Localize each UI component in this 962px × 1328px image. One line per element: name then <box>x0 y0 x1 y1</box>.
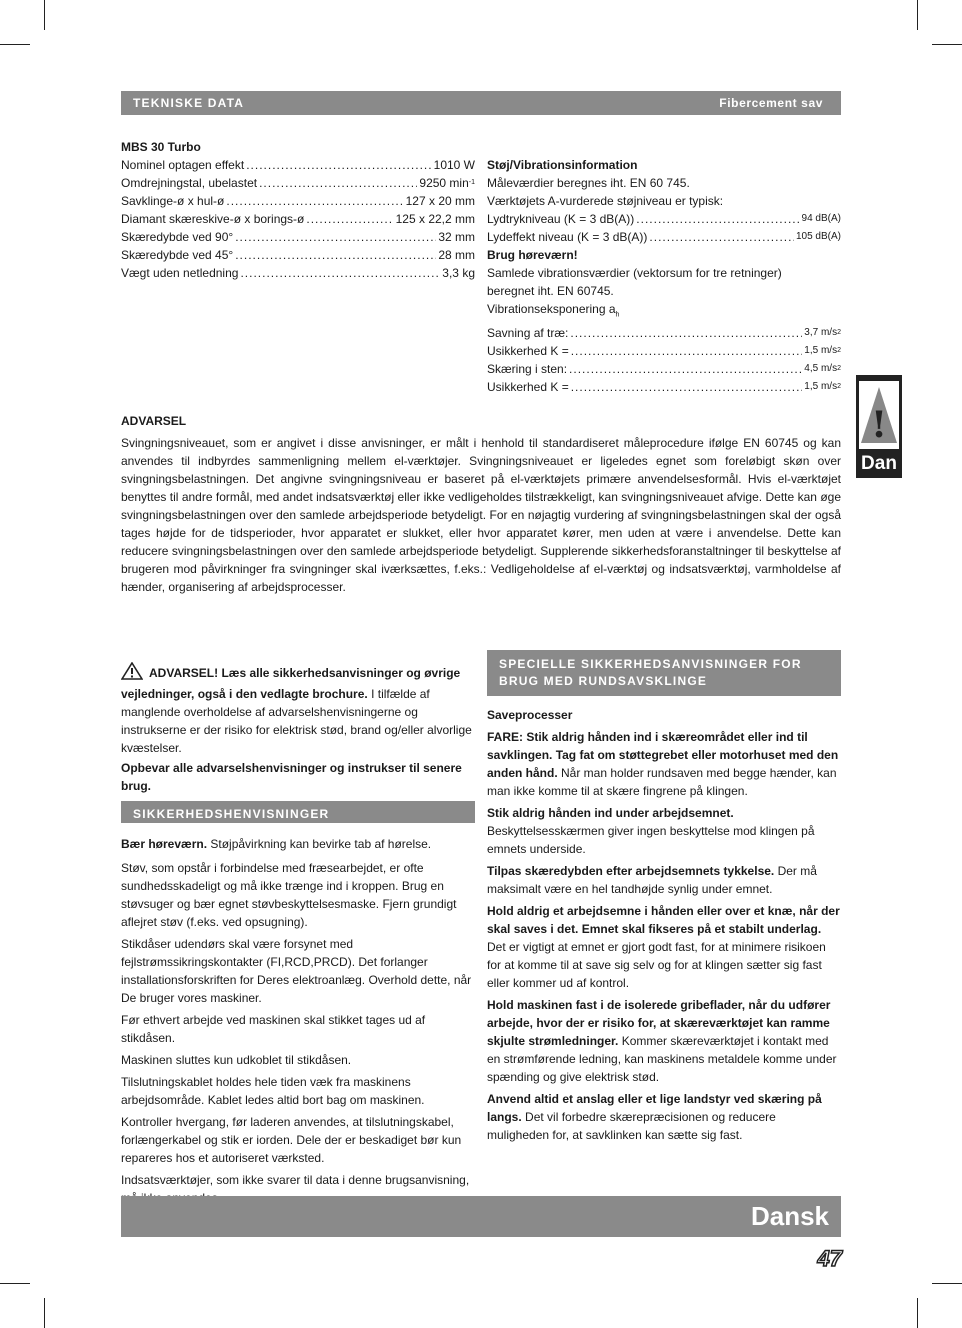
spec-row: Skæredybde ved 45° ..... 28 mm <box>121 246 475 264</box>
crop-mark <box>917 0 918 30</box>
spec-row: Savklinge-ø x hul-ø ..... 127 x 20 mm <box>121 192 475 210</box>
paragraph: Beskyttelsesskærmen giver ingen beskyttelse mod klingen på emnets underside. <box>487 824 815 856</box>
vib-line: Vibrationseksponering $a_h$ <box>487 302 620 319</box>
warning-triangle-icon <box>859 381 899 449</box>
intro-bold: ADVARSEL! Læs alle sikkerhedsanvisninger og øvrige vejledninger, også i den vedlagte brochure. <box>121 666 461 701</box>
side-tab-label: Dan <box>861 453 897 474</box>
paragraph: Støjpåvirkning kan bevirke tab af hørelse. <box>207 837 432 851</box>
paragraph: Det er vigtigt at emnet er gjort godt fast, for at minimere risikoen for at komme til at save sig selv og for at klingen sætter sig fast eller kommer ud af kontrol. <box>487 940 826 990</box>
intro-text: I tilfælde af manglende overholdelse af advarselshenvisningerne og instrukserne er der risiko for elektrisk stød, brand og/eller alvorlige kvæstelser. <box>121 687 472 755</box>
spec-row: Usikkerhed K = ..... 1,5 m/s 2 <box>487 378 841 396</box>
language-side-tab <box>856 375 902 478</box>
footer-language: Dansk <box>750 1201 829 1231</box>
spec-row: Savning af træ: ..... 3,7 m/s 2 <box>487 324 841 342</box>
paragraph-bold: Hold maskinen fast i de isolerede gribeflader, når du udfører arbejde, hvor der er risiko for, at skæreværktøjet kan ramme skjulte strømledninger. <box>487 998 831 1048</box>
crop-mark <box>0 1283 30 1284</box>
spec-row: Lydtrykniveau (K = 3 dB(A)) ..... 94 dB(A) <box>487 210 841 228</box>
paragraph-bold: FARE: Stik aldrig hånden ind i skæreområdet eller ind til savklingen. Tag fat om støttegrebet eller motorhuset med den anden hånd. <box>487 730 839 780</box>
spec-row: Vægt uden netledning ..... 3,3 kg <box>121 264 475 282</box>
crop-mark <box>0 44 30 45</box>
sub-heading: Saveprocesser <box>487 708 573 722</box>
noise-line: Værktøjets A-vurderede støjniveau er typisk: <box>487 194 724 208</box>
crop-mark <box>932 1283 962 1284</box>
section-bar <box>487 650 841 696</box>
section-title: TEKNISKE DATA <box>133 96 245 110</box>
paragraph-bold: Anvend altid et anslag eller et lige landstyr ved skæring på langs. <box>487 1092 822 1124</box>
spec-row: Diamant skæreskive-ø x borings-ø ..... 125 x 22,2 mm <box>121 210 475 228</box>
paragraph: Støv, som opstår i forbindelse med fræsearbejdet, er ofte sundhedsskadeligt og må ikke trænge ind i kroppen. Brug en støvsuger og bær egnet støvbeskyttelsesmaske. Fjern grundigt aflejret støv (f.eks. ved opsugning). <box>121 861 457 929</box>
paragraph-bold: Tilpas skæredybden efter arbejdsemnets tykkelse. <box>487 864 775 878</box>
paragraph: Tilslutningskablet holdes hele tiden væk fra maskinens arbejdsområde. Kablet ledes altid bort bag om maskinen. <box>121 1075 425 1107</box>
noise-title: Støj/Vibrationsinformation <box>487 158 638 172</box>
warning-block <box>121 412 841 596</box>
paragraph: Stikdåser udendørs skal være forsynet med fejlstrømssikringskontakter (FI,RCD,PRCD). Det forlanger installationsforskriften for Deres elektroanlæg. Overhold dette, når De bruger vores maskiner. <box>121 937 472 1005</box>
spec-row: Skæring i sten: ..... 4,5 m/s 2 <box>487 360 841 378</box>
spec-row: Skæredybde ved 90° ..... 32 mm <box>121 228 475 246</box>
paragraph: Maskinen sluttes kun udkoblet til stikdåsen. <box>121 1053 352 1067</box>
crop-mark <box>44 1298 45 1328</box>
hearing-note: Brug høreværn! <box>487 248 578 262</box>
paragraph-bold: Hold aldrig et arbejdsemne i hånden eller over et knæ, når der skal saves i det. Emnet skal fikseres på et stabilt underlag. <box>487 904 840 936</box>
warning-icon <box>121 662 143 685</box>
paragraph: Kontroller hvergang, før laderen anvendes, at tilslutningskabel, forlængerkabel og stik er iorden. Dele der er beskadiget bør kun repareres hos et autoriseret værksted. <box>121 1115 462 1165</box>
product-name: Fibercement sav <box>719 96 823 110</box>
noise-info <box>487 156 841 396</box>
page-number: 47 <box>817 1246 842 1271</box>
left-column <box>121 662 475 1233</box>
vib-line: beregnet iht. EN 60745. <box>487 284 614 298</box>
svg-text:!: ! <box>871 404 887 446</box>
warning-text: Svingningsniveauet, som er angivet i disse anvisninger, er målt i henhold til standardiseret måleprocedure ifølge EN 60745 og kan anvendes til indbyrdes sammenligning mellem el-værktøjer. Svingningsniveauet er ligeledes egnet som foreløbigt skøn over svingningsbelastningen. Det angivne svingningsniveau er baseret på el-værktøjets primære anvendelsesformål. Hvis el-værktøjet benyttes til andre formål, med andet indsatsværktøj eller ikke vedligeholdes tilstrækkeligt, kan svingningsniveauet afvige. Dette kan øge svingningsbelastningen over den samlede arbejdsperiode betydeligt. For en nøjagtig vurdering af svingningsbelastningen skal der også tages højde for de tidsperioder, hvor apparatet er slukket, eller hvor apparatet kører, men uden at være i anvendelse. Dette kan reducere svingningsbelastningen over den samlede arbejdsperiode betydeligt. Supplerende sikkerhedsforanstaltninger til beskyttelse af brugeren mod påvirkninger fra svingninger skal iværksættes, f.eks.: Vedligeholdelse af el-værktøj og indsatsværktøj, varmholdelse af hænder, organisering af arbejdsprocesser. <box>121 436 841 594</box>
paragraph-bold: Stik aldrig hånden ind under arbejdsemnet. <box>487 806 734 820</box>
spec-table <box>121 138 475 282</box>
paragraph-bold: Bær høreværn. <box>121 837 208 851</box>
crop-mark <box>44 0 45 30</box>
paragraph: Kommer skæreværktøjet i kontakt med en strømførende ledning, kan maskinens metaldele komme under spænding og give elektrisk stød. <box>487 1034 837 1084</box>
crop-mark <box>932 44 962 45</box>
section-bar <box>121 801 475 823</box>
paragraph: Det vil forbedre skærepræcisionen og reducere muligheden for, at savklinken kan sætte sig fast. <box>487 1110 776 1142</box>
spec-row: Lydeffekt niveau (K = 3 dB(A)) ..... 105 dB(A) <box>487 228 841 246</box>
right-column <box>487 650 841 1148</box>
spec-row: Omdrejningstal, ubelastet ..... 9250 min -1 <box>121 174 475 192</box>
spec-row: Usikkerhed K = ..... 1,5 m/s 2 <box>487 342 841 360</box>
paragraph: Før ethvert arbejde ved maskinen skal stikket tages ud af stikdåsen. <box>121 1013 426 1045</box>
footer-bar <box>121 1196 841 1237</box>
paragraph: Indsatsværktøjer, som ikke svarer til data i denne brugsanvisning, <box>121 1173 470 1187</box>
section-title: SIKKERHEDSHENVISNINGER <box>133 807 330 821</box>
intro-bold-2: Opbevar alle advarselshenvisninger og instrukser til senere brug. <box>121 761 462 793</box>
model-name: MBS 30 Turbo <box>121 140 201 154</box>
crop-mark <box>917 1298 918 1328</box>
noise-line: Måleværdier beregnes iht. EN 60 745. <box>487 176 690 190</box>
spec-row: Nominel optagen effekt ..... 1010 W <box>121 156 475 174</box>
vib-line: Samlede vibrationsværdier (vektorsum for tre retninger) <box>487 266 782 280</box>
paragraph: Der må maksimalt være en hel tandhøjde synlig under emnet. <box>487 864 817 896</box>
section-title: SPECIELLE SIKKERHEDSANVISNINGER FOR BRUG MED RUNDSAVSKLINGE <box>499 657 802 688</box>
paragraph: Når man holder rundsaven med begge hænder, kan man ikke komme til at skære fingrene på klingen. <box>487 766 837 798</box>
header-bar <box>121 91 841 115</box>
warning-title: ADVARSEL <box>121 414 187 428</box>
